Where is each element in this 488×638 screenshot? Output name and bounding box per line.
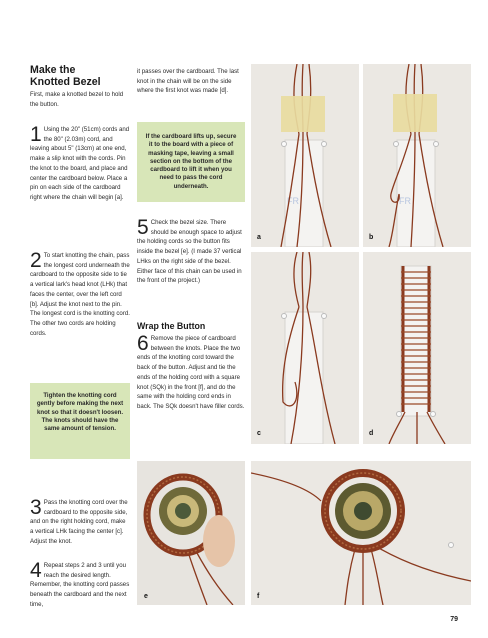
step-text: Using the 20" (51cm) cords and the 80" (2.03m) cord, and leaving about 5" (13cm) at one end, make a slip knot with the cords. Pin the knot to the board, and place and center the cardboard below. Place a pin on each side of the cardboard right where the chain will begin [a]. <box>30 126 130 201</box>
tip-box-cardboard: If the cardboard lifts up, secure it to the board with a piece of masking tape, leaving a small section on the bottom of the cardboard to lift it when you need to pass the cord underneath. <box>137 122 245 202</box>
photo-a <box>251 64 359 247</box>
step-3 <box>30 498 130 547</box>
photo-e-image <box>137 461 245 605</box>
step-text: To start knotting the chain, pass the longest cord underneath the cardboard to the opposite side to tie a vertical lark's head knot (LHk) that faces the center, over the left cord [b]. Adjust the knot next to the pin. The longest cord is the knotting cord. The other two cords are holding cords. <box>30 252 130 337</box>
photo-a-image <box>251 64 359 247</box>
step-text: Repeat steps 2 and 3 until you reach the desired length. Remember, the knotting cord passes beneath the cardboard and the next time, <box>30 562 130 608</box>
photo-d <box>363 252 471 444</box>
photo-d-image <box>363 252 471 444</box>
step-number: 5 <box>137 216 149 239</box>
continued-text: it passes over the cardboard. The last knot in the chain will be on the side where the first knot was made [d]. <box>137 68 239 95</box>
step-2 <box>30 251 130 338</box>
step-6 <box>137 334 245 412</box>
intro-text: First, make a knotted bezel to hold the button. <box>30 91 124 108</box>
photo-b-image <box>363 64 471 247</box>
step-4 <box>30 561 130 610</box>
step-text: Remove the piece of cardboard between the knots. Place the two ends of the knotting cord toward the back of the button. Adjust and tie the ends of the holding cord with a square knot (SQk) in the front [f], and do the same with the holding cord ends in back. The SQk doesn't have filler cords. <box>137 335 245 410</box>
photo-label: e <box>144 593 148 600</box>
step-1 <box>30 125 130 203</box>
photo-label: c <box>257 430 261 437</box>
photo-c-image <box>251 252 359 444</box>
photo-label: a <box>257 234 261 241</box>
page-number: 79 <box>450 616 458 623</box>
step-text: Pass the knotting cord over the cardboard to the opposite side, and on the right holding cord, make a vertical LHk facing the center [c]. Adjust the knot. <box>30 499 128 545</box>
subheading-wrap-button: Wrap the Button <box>137 321 206 331</box>
step-number: 2 <box>30 249 42 272</box>
photo-f-image <box>251 461 471 605</box>
photo-label: d <box>369 430 374 437</box>
photo-label: b <box>369 234 374 241</box>
svg-text:FR: FR <box>287 196 299 206</box>
step-5 <box>137 218 245 286</box>
step-number: 3 <box>30 496 42 519</box>
photo-f <box>251 461 471 605</box>
photo-label: f <box>257 593 260 600</box>
heading-line-1: Make the <box>30 64 76 76</box>
photo-e <box>137 461 245 605</box>
photo-b <box>363 64 471 247</box>
svg-text:FR: FR <box>399 196 411 206</box>
tip-box-tension: Tighten the knotting cord gently before making the next knot so that it doesn't loosen. The knots should have the same amount of tension. <box>30 383 130 459</box>
step-number: 1 <box>30 123 42 146</box>
step-number: 6 <box>137 332 149 355</box>
step-number: 4 <box>30 559 42 582</box>
heading-line-2: Knotted Bezel <box>30 76 101 89</box>
section-heading <box>30 64 130 89</box>
step-text: Check the bezel size. There should be enough space to adjust the holding cords so the button fits inside the bezel [e]. (I made 37 vertical LHks on the right side of the bezel. Either face of this chain can be used in the front of the project.) <box>137 219 242 285</box>
photo-c <box>251 252 359 444</box>
